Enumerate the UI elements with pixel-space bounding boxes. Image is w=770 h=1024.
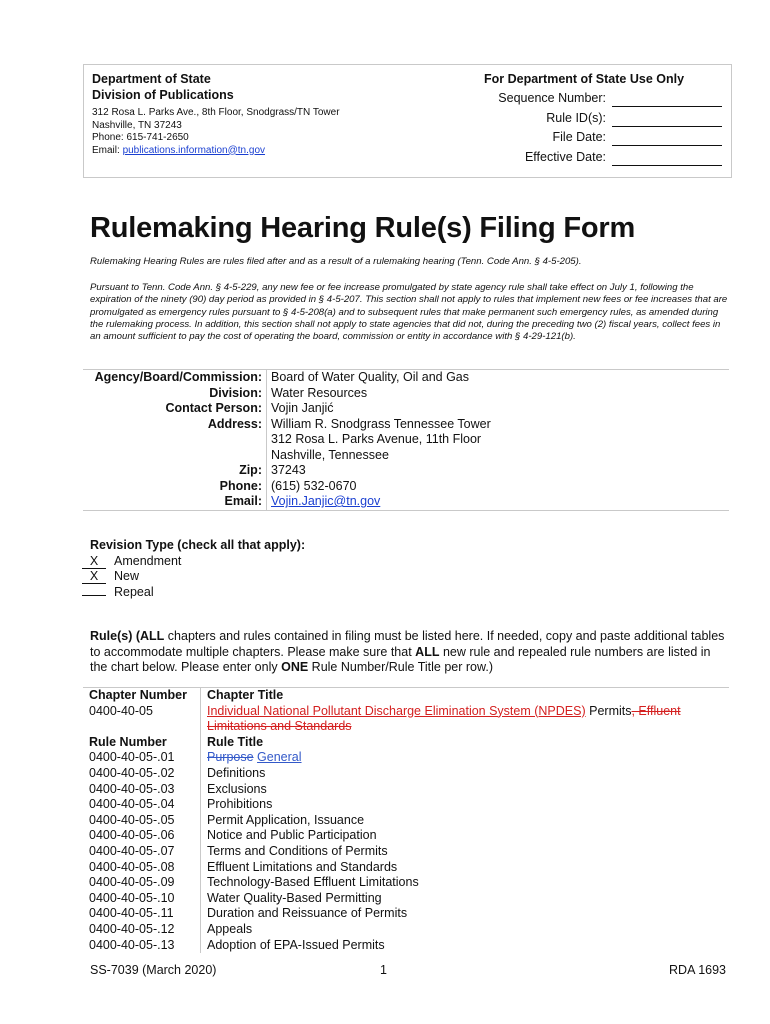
rule-title-deleted: Purpose — [207, 750, 254, 765]
revision-type-section — [90, 538, 305, 600]
revision-new — [82, 569, 305, 585]
zip-value: 37243 — [271, 463, 306, 477]
contact-email-link[interactable]: Vojin.Janjic@tn.gov — [271, 494, 381, 508]
effective-date-field — [484, 146, 724, 166]
new-check[interactable]: X — [82, 570, 106, 584]
rule-row — [83, 750, 729, 766]
file-date-field — [484, 126, 724, 146]
division-name: Division of Publications — [92, 88, 234, 102]
sequence-number-label: Sequence Number: — [498, 91, 606, 105]
rule-row — [83, 766, 729, 782]
revision-amendment — [82, 554, 305, 570]
page-number: 1 — [380, 963, 387, 977]
rda-number: RDA 1693 — [669, 963, 726, 977]
chapter-title — [201, 704, 730, 735]
rule-row — [83, 828, 729, 844]
file-date-label: File Date: — [552, 130, 606, 144]
repeal-check[interactable] — [82, 595, 106, 596]
contact-person-value: Vojin Janjić — [271, 401, 334, 415]
intro-paragraph: Rulemaking Hearing Rules are rules filed after and as a result of a rulemaking hearing (Tenn. Code Ann. § 4-5-205). — [90, 256, 582, 267]
agency-info-table — [83, 369, 729, 511]
rule-number: 0400-40-05-.05 — [83, 813, 201, 829]
rule-row — [83, 860, 729, 876]
phone-label: Phone: — [83, 479, 267, 495]
rule-title-inserted: General — [257, 750, 302, 765]
new-label: New — [114, 569, 140, 584]
rule-row — [83, 938, 729, 954]
rule-number: 0400-40-05-.09 — [83, 875, 201, 891]
email-label: Email: — [92, 144, 123, 156]
effective-date-label: Effective Date: — [524, 149, 606, 164]
rule-row — [83, 813, 729, 829]
rule-title: Prohibitions — [207, 797, 273, 812]
chapter-title-plain: Permits — [585, 703, 632, 718]
rule-number: 0400-40-05-.01 — [83, 750, 201, 766]
rule-number: 0400-40-05-.02 — [83, 766, 201, 782]
chapter-number: 0400-40-05 — [83, 704, 201, 735]
department-address-block — [92, 71, 340, 157]
address-line-2: Nashville, TN 37243 — [92, 119, 182, 131]
rule-title: Technology-Based Effluent Limitations — [207, 875, 419, 890]
department-email-link[interactable]: publications.information@tn.gov — [122, 144, 266, 156]
rule-row — [83, 782, 729, 798]
chapter-number-header: Chapter Number — [83, 688, 201, 704]
department-address — [92, 107, 340, 157]
department-phone: Phone: 615-741-2650 — [92, 132, 189, 143]
rule-title: Exclusions — [207, 781, 267, 796]
rule-title: Definitions — [207, 765, 266, 780]
address-value — [267, 417, 730, 464]
phone-value: (615) 532-0670 — [271, 478, 357, 493]
email-value-cell — [267, 494, 730, 510]
agency-value: Board of Water Quality, Oil and Gas — [267, 370, 730, 386]
chapter-header-row — [83, 688, 729, 704]
state-use-header-box — [83, 64, 732, 178]
rules-table — [83, 687, 729, 953]
amendment-label: Amendment — [114, 553, 182, 568]
rule-title: Water Quality-Based Permitting — [207, 890, 382, 905]
repeal-label: Repeal — [114, 584, 154, 599]
email-label: Email: — [83, 494, 267, 510]
rule-number: 0400-40-05-.10 — [83, 891, 201, 907]
rule-title: Permit Application, Issuance — [207, 812, 365, 827]
rule-number: 0400-40-05-.11 — [83, 906, 201, 922]
zip-label: Zip: — [83, 463, 267, 479]
rule-title: Notice and Public Participation — [207, 828, 377, 843]
rules-instr-bold-all-2: ALL — [415, 644, 440, 659]
rule-header-row — [83, 735, 729, 751]
address-value-line-2: 312 Rosa L. Parks Avenue, 11th Floor — [271, 432, 482, 446]
revision-repeal — [82, 585, 305, 601]
rule-title: Terms and Conditions of Permits — [207, 843, 388, 858]
rule-number-header: Rule Number — [83, 735, 201, 751]
rule-number: 0400-40-05-.03 — [83, 782, 201, 798]
agency-label: Agency/Board/Commission: — [83, 370, 267, 386]
address-value-line-1: William R. Snodgrass Tennessee Tower — [271, 416, 491, 431]
rule-row — [83, 891, 729, 907]
state-use-only-title: For Department of State Use Only — [484, 72, 685, 86]
rule-title — [201, 750, 730, 766]
revision-type-title: Revision Type (check all that apply): — [90, 538, 306, 552]
rule-row — [83, 797, 729, 813]
chapter-row — [83, 704, 729, 735]
rule-row — [83, 875, 729, 891]
rule-number: 0400-40-05-.12 — [83, 922, 201, 938]
department-email-line — [92, 145, 340, 158]
rules-instr-part-3: new rule and repealed rule numbers are listed in the chart below. Please enter only — [90, 644, 711, 675]
rule-title: Duration and Reissuance of Permits — [207, 906, 408, 921]
rule-number: 0400-40-05-.06 — [83, 828, 201, 844]
form-id: SS-7039 (March 2020) — [90, 963, 217, 977]
division-label: Division: — [83, 386, 267, 402]
address-line-1: 312 Rosa L. Parks Ave., 8th Floor, Snodgrass/TN Tower — [92, 107, 340, 118]
effective-date-blank — [612, 165, 722, 166]
rule-ids-field — [484, 107, 724, 127]
contact-person-label: Contact Person: — [83, 401, 267, 417]
address-value-line-3: Nashville, Tennessee — [271, 447, 389, 462]
state-use-only-block — [484, 71, 724, 165]
rules-instructions — [90, 629, 730, 676]
chapter-title-deleted: , Effluent Limitations and Standards — [207, 703, 681, 734]
rule-title: Effluent Limitations and Standards — [207, 859, 398, 874]
rule-number: 0400-40-05-.08 — [83, 860, 201, 876]
rules-instr-bold-all-1: ALL — [140, 629, 165, 643]
page-footer — [90, 963, 726, 979]
rule-title-header: Rule Title — [207, 734, 264, 749]
rule-number: 0400-40-05-.13 — [83, 938, 201, 954]
rules-instr-part-2: chapters and rules contained in filing must be listed here. If needed, copy and paste additional tables to accommodate multiple chapters. Please make sure that — [90, 629, 725, 659]
amendment-check[interactable]: X — [82, 555, 106, 569]
form-title: Rulemaking Hearing Rule(s) Filing Form — [90, 212, 636, 244]
rule-number: 0400-40-05-.04 — [83, 797, 201, 813]
rule-row — [83, 922, 729, 938]
rule-title: Appeals — [207, 921, 253, 936]
rules-instr-bold-one: ONE — [281, 660, 309, 675]
rule-title: Adoption of EPA-Issued Permits — [207, 937, 385, 952]
rules-instr-part-1: Rule(s) ( — [90, 629, 140, 643]
fee-notice-paragraph: Pursuant to Tenn. Code Ann. § 4-5-229, any new fee or fee increase promulgated by state agency rule shall take effect on July 1, following the expiration of the ninety (90) day period as provided in § 4-5-207. This section shall not apply to rules that implement new fees or fee increases that are promulgated as emergency rules pursuant to § 4-5-208(a) and to subsequent rules that make permanent such emergency rules, as amended during the rulemaking process. In addition, this section shall not apply to state agencies that did not, during the preceding two (2) fiscal years, collect fees in an amount sufficient to pay the cost of operating the board, commission or entity in accordance with § 4-29-121(b). — [90, 282, 728, 343]
rule-number: 0400-40-05-.07 — [83, 844, 201, 860]
sequence-number-field — [484, 87, 724, 107]
rule-row — [83, 906, 729, 922]
division-value: Water Resources — [271, 385, 368, 400]
chapter-title-inserted: Individual National Pollutant Discharge Elimination System (NPDES) — [207, 703, 586, 718]
rule-ids-label: Rule ID(s): — [546, 110, 606, 125]
rule-row — [83, 844, 729, 860]
rules-instr-part-4: Rule Number/Rule Title per row.) — [308, 660, 493, 675]
address-label: Address: — [83, 417, 267, 464]
department-name: Department of State — [92, 72, 211, 86]
chapter-title-header: Chapter Title — [201, 688, 730, 704]
